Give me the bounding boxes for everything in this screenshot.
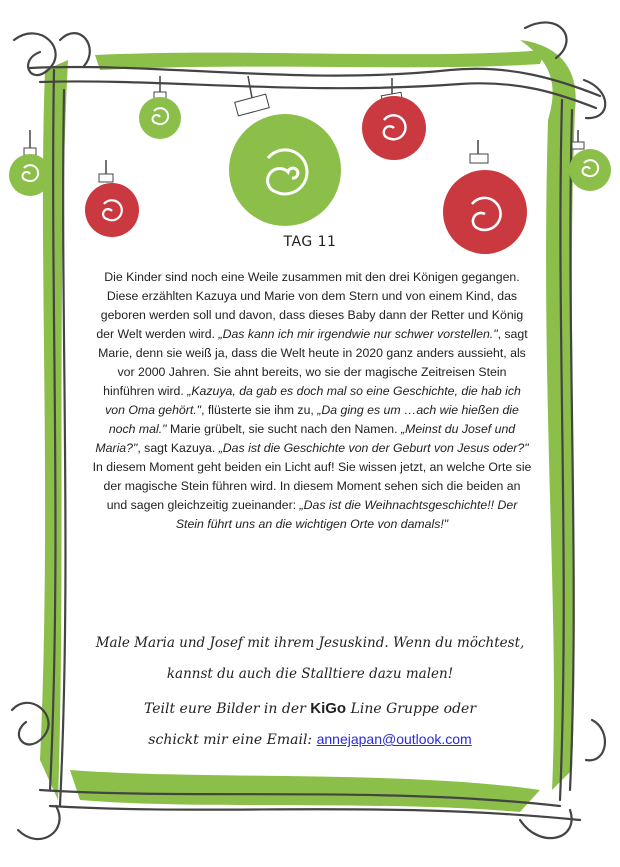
instruction-line: kannst du auch die Stalltiere dazu malen!: [166, 666, 454, 682]
green-ornament-icon: [569, 130, 611, 191]
story-quote: „Meinst du Josef und Maria?": [95, 422, 516, 455]
story-quote: „Kazuya, da gab es doch mal so eine Geschichte, die hab ich von Oma gehört.": [105, 384, 521, 417]
share-text: Line Gruppe oder: [350, 701, 477, 717]
green-ornament-icon: [139, 76, 181, 139]
story-quote: „Das kann ich mir irgendwie nur schwer vorstellen.": [218, 327, 498, 341]
story-sentence: , sagt Marie, denn sie weiß ja, dass die Welt heute in 2020 ganz anders aussieht, als vor 2000 Jahren. Sie ahnt bereits, wo sie der magische Zeitreisen Stein hinführen wird.: [98, 327, 528, 398]
share-text: Teilt eure Bilder in der: [143, 701, 306, 717]
instruction-line: Male Maria und Josef mit ihrem Jesuskind. Wenn du möchtest,: [95, 635, 525, 651]
story-quote: „Da ging es um …ach wie hießen die noch mal.": [108, 403, 519, 436]
email-link[interactable]: annejapan@outlook.com: [316, 731, 472, 747]
share-text: schickt mir eine Email:: [148, 732, 313, 748]
share-line: [60, 724, 560, 755]
story-sentence: Die Kinder sind noch eine Weile zusammen mit den drei Königen gegangen. Diese erzählten Kazuya und Marie von dem Stern und von einem Kind, das geboren werden soll und davon, dass dieses Baby dann der Retter und König der Welt werden wird.: [96, 270, 524, 341]
story-paragraph: [92, 268, 532, 534]
story-quote: „Das ist die Weihnachtsgeschichte!! Der Stein führt uns an die wichtigen Orte von damals!": [175, 498, 518, 531]
green-band-bottom: [70, 770, 540, 812]
day-title: TAG 11: [283, 234, 337, 250]
red-ornament-icon: [85, 160, 139, 237]
story-sentence: , sagt Kazuya.: [137, 441, 216, 455]
kigo-brand: KiGo: [310, 700, 347, 717]
share-line: [60, 694, 560, 724]
share-message: [60, 694, 560, 755]
story-text: [92, 268, 532, 534]
story-sentence: , flüsterte sie ihm zu,: [201, 403, 314, 417]
green-band-top: [95, 50, 545, 70]
story-sentence: In diesem Moment geht beiden ein Licht auf! Sie wissen jetzt, an welche Orte sie der magische Stein führen wird. In diesem Moment sehen sich die beiden an und sagen gleichzeitig zueinander:: [92, 460, 532, 512]
story-sentence: Marie grübelt, sie sucht nach den Namen.: [169, 422, 398, 436]
red-ornament-icon: [362, 78, 426, 160]
story-quote: „Das ist die Geschichte von der Geburt von Jesus oder?": [218, 441, 529, 455]
green-ornament-icon: [229, 76, 341, 226]
drawing-instruction: [60, 628, 560, 690]
